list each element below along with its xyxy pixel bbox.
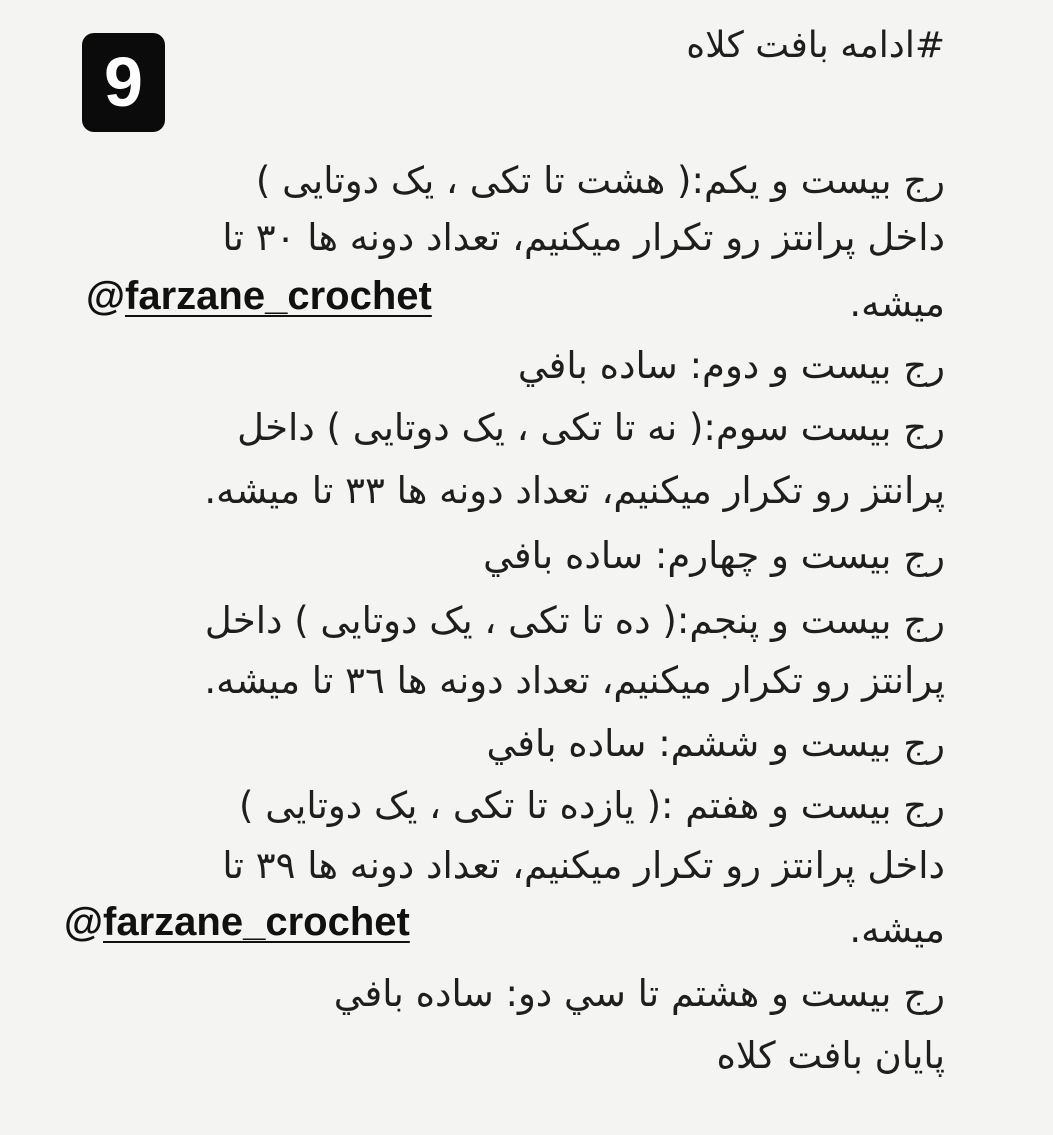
- row-21-line-1: رج بیست و یکم:( هشت تا تکی ، یک دوتایی ): [255, 159, 945, 202]
- page-title: #ادامه بافت کلاه: [686, 25, 945, 66]
- row-25-line-2: پرانتز رو تکرار میکنیم، تعداد دونه ها ۳٦ تا میشه.: [204, 659, 945, 702]
- row-26-line: رج بیست و ششم: ساده بافي: [486, 722, 945, 765]
- row-27-line-1: رج بیست و هفتم :( یازده تا تکی ، یک دوتایی ): [239, 784, 945, 827]
- row-23-line-1: رج بیست سوم:( نه تا تکی ، یک دوتایی ) داخل: [237, 406, 945, 449]
- handle-at-sign: @: [64, 900, 104, 944]
- closing-line: پایان بافت کلاه: [716, 1034, 945, 1077]
- handle-at-sign: @: [86, 274, 126, 318]
- handle-name: farzane_crochet: [103, 900, 410, 944]
- row-27-line-3: میشه.: [849, 908, 945, 951]
- row-28-32-line: رج بیست و هشتم تا سي دو: ساده بافي: [333, 972, 945, 1015]
- row-24-line: رج بیست و چهارم: ساده بافي: [483, 534, 945, 577]
- row-21-line-2: داخل پرانتز رو تکرار میکنیم، تعداد دونه ها ۳۰ تا: [222, 216, 945, 259]
- row-23-line-2: پرانتز رو تکرار میکنیم، تعداد دونه ها ۳۳ تا میشه.: [204, 469, 945, 512]
- page-number-badge: 9: [82, 33, 165, 132]
- instagram-handle-2[interactable]: [64, 898, 410, 946]
- row-25-line-1: رج بیست و پنجم:( ده تا تکی ، یک دوتایی ) داخل: [204, 599, 945, 642]
- instagram-handle-1[interactable]: [86, 272, 432, 320]
- handle-name: farzane_crochet: [125, 274, 432, 318]
- row-22-line: رج بیست و دوم: ساده بافي: [517, 344, 945, 387]
- row-21-line-3: میشه.: [849, 282, 945, 325]
- row-27-line-2: داخل پرانتز رو تکرار میکنیم، تعداد دونه ها ۳۹ تا: [222, 844, 945, 887]
